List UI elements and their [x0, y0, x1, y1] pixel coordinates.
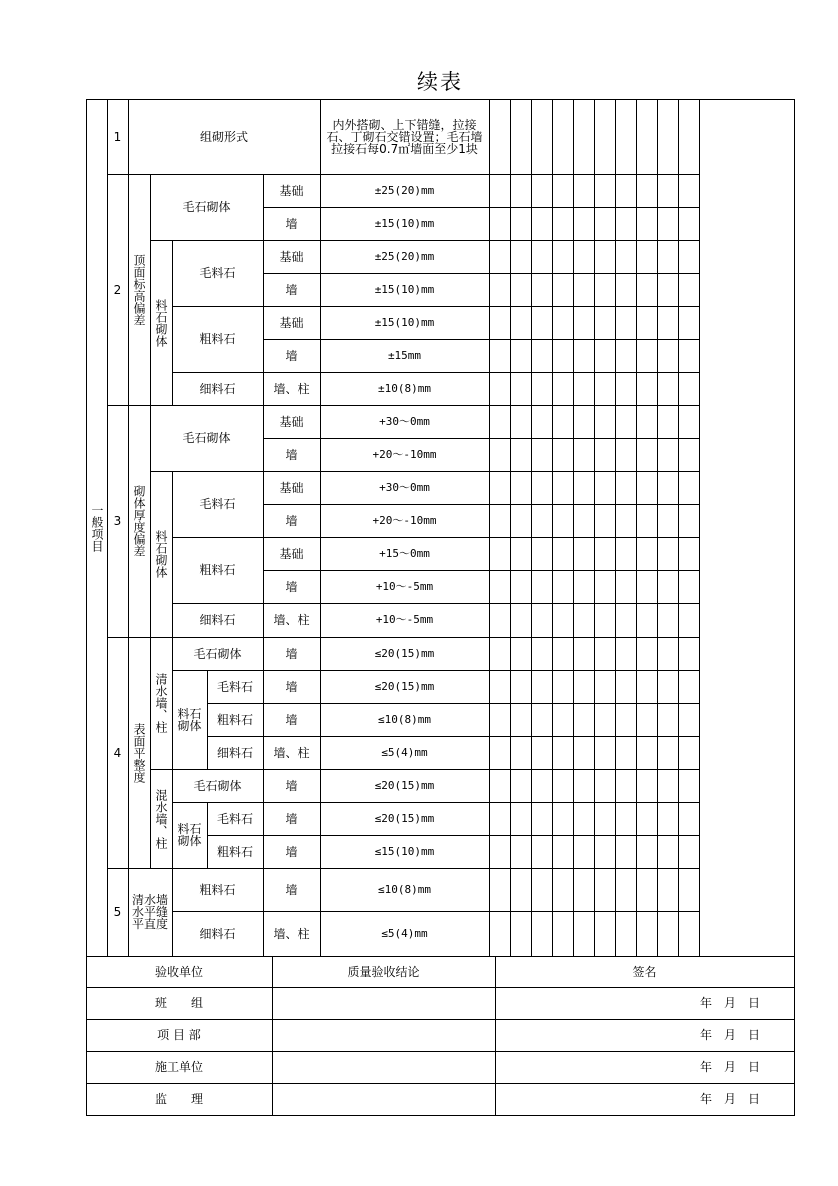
item-4-part-1: 墙	[285, 646, 298, 661]
item-5-culiaoshi: 粗料石	[199, 882, 236, 897]
item-2-xiliaoshi: 细料石	[199, 381, 236, 396]
item-2-maoliaoshi: 毛料石	[199, 266, 236, 280]
item-3-value-2: +20～-10mm	[372, 447, 437, 461]
signoff-date[interactable]: 年 月 日	[699, 1092, 760, 1106]
item-4-part-6: 墙	[285, 811, 298, 826]
item-5-value-2: ≤5(4)mm	[381, 926, 428, 940]
item-2-value-6: ±15mm	[387, 348, 422, 362]
item-4-hunshui: 混水墙、柱	[154, 788, 168, 849]
item-3-part-6: 墙	[285, 579, 298, 594]
item-3-value-3: +30～0mm	[379, 480, 430, 494]
item-3-part-1: 基础	[279, 414, 304, 429]
signoff-date[interactable]: 年 月 日	[699, 1060, 760, 1074]
item-2-part-5: 基础	[279, 315, 304, 330]
item-4-value-3: ≤10(8)mm	[378, 712, 431, 726]
item-4-value-4: ≤5(4)mm	[381, 745, 428, 759]
item-3-value-1: +30～0mm	[379, 414, 430, 428]
item-2-value-5: ±15(10)mm	[374, 315, 435, 329]
signoff-unit-contractor: 施工单位	[154, 1060, 203, 1074]
item-3-value-5: +15～0mm	[379, 546, 430, 560]
signoff-header-conclusion: 质量验收结论	[347, 964, 420, 979]
signoff-date[interactable]: 年 月 日	[699, 996, 760, 1010]
item-4-part-3: 墙	[285, 712, 298, 727]
item-2-part-3: 基础	[279, 249, 304, 264]
item-3-value-7: +10～-5mm	[375, 613, 434, 626]
item-4-part-7: 墙	[285, 844, 298, 859]
item-5-part-1: 墙	[285, 882, 298, 897]
item-4-part-2: 墙	[285, 679, 298, 694]
item-4-value-2: ≤20(15)mm	[374, 679, 435, 693]
item-2-name: 顶面标高偏差	[132, 253, 146, 326]
item-2-liaoshi-qiti: 料石砌体	[154, 298, 168, 347]
item-4-maoshi-qiti-1: 毛石砌体	[193, 646, 242, 661]
item-4-value-5: ≤20(15)mm	[374, 778, 435, 792]
item-4-name: 表面平整度	[132, 722, 146, 783]
item-3-xiliaoshi: 细料石	[199, 613, 236, 627]
signoff-conclusion-input[interactable]	[272, 987, 495, 1019]
signoff-header-sign: 签名	[632, 964, 657, 979]
item-3-part-7: 墙、柱	[273, 613, 310, 627]
item-2-maoshi-qiti: 毛石砌体	[182, 200, 231, 214]
item-3-value-4: +20～-10mm	[372, 513, 437, 527]
item-2-part-2: 墙	[285, 216, 298, 231]
item-4-culiaoshi-2: 粗料石	[216, 844, 253, 859]
item-4-value-6: ≤20(15)mm	[374, 811, 435, 825]
signoff-unit-supervisor: 监 理	[154, 1092, 203, 1106]
item-5-xiliaoshi: 细料石	[199, 926, 236, 941]
item-3-liaoshi-qiti: 料石砌体	[154, 530, 168, 578]
item-3-name: 砌体厚度偏差	[132, 485, 146, 557]
item-3-part-5: 基础	[279, 546, 304, 561]
item-5-name: 清水墙水平缝平直度	[131, 893, 168, 931]
item-5-number: 5	[113, 905, 122, 919]
signoff-unit-project-dept: 项 目 部	[157, 1028, 201, 1042]
item-3-maoliaoshi: 毛料石	[199, 497, 236, 511]
item-2-number: 2	[113, 282, 122, 297]
item-4-maoshi-qiti-2: 毛石砌体	[193, 778, 242, 793]
signoff-conclusion-input[interactable]	[272, 1051, 495, 1083]
signoff-conclusion-input[interactable]	[272, 1019, 495, 1051]
item-2-value-4: ±15(10)mm	[374, 282, 435, 296]
item-4-value-7: ≤15(10)mm	[374, 844, 435, 858]
signoff-header-unit: 验收单位	[154, 964, 203, 979]
page-title: 续表	[417, 70, 463, 94]
item-2-part-7: 墙、柱	[273, 381, 310, 396]
item-3-maoshi-qiti: 毛石砌体	[182, 431, 231, 445]
item-1-standard: 内外搭砌、上下错缝，拉接石、丁砌石交错设置；毛石墙拉接石每0.7㎡墙面至少1块	[326, 117, 483, 156]
item-5-part-2: 墙、柱	[273, 926, 310, 941]
signoff-unit-team: 班 组	[154, 996, 203, 1010]
item-3-part-3: 基础	[279, 480, 304, 495]
item-4-culiaoshi-1: 粗料石	[216, 712, 253, 727]
item-4-qingshui: 清水墙、柱	[154, 673, 168, 733]
item-4-part-5: 墙	[285, 778, 298, 793]
item-4-number: 4	[113, 745, 122, 760]
item-2-culiaoshi: 粗料石	[199, 332, 236, 346]
item-2-value-2: ±15(10)mm	[374, 216, 435, 230]
item-2-part-6: 墙	[285, 348, 298, 363]
item-3-culiaoshi: 粗料石	[199, 563, 236, 577]
item-3-part-2: 墙	[285, 447, 298, 462]
item-1-name: 组砌形式	[199, 129, 248, 144]
signoff-date[interactable]: 年 月 日	[699, 1028, 760, 1042]
item-2-value-7: ±10(8)mm	[378, 381, 431, 395]
item-4-liaoshi-qiti-1: 料石砌体	[177, 706, 202, 733]
item-3-part-4: 墙	[285, 513, 298, 528]
item-3-number: 3	[113, 514, 122, 528]
item-4-maoliaoshi-2: 毛料石	[216, 811, 253, 826]
item-3-value-6: +10～-5mm	[375, 579, 434, 593]
item-2-part-4: 墙	[285, 282, 298, 297]
item-1-number: 1	[113, 129, 122, 144]
item-2-value-3: ±25(20)mm	[374, 249, 435, 263]
item-2-value-1: ±25(20)mm	[374, 183, 435, 197]
category-label: 一般项目	[90, 503, 104, 552]
item-2-part-1: 基础	[279, 183, 304, 198]
item-4-xiliaoshi-1: 细料石	[216, 745, 253, 760]
item-4-maoliaoshi-1: 毛料石	[216, 679, 253, 694]
item-4-liaoshi-qiti-2: 料石砌体	[177, 822, 202, 848]
signoff-conclusion-input[interactable]	[272, 1083, 495, 1115]
item-5-value-1: ≤10(8)mm	[378, 882, 431, 896]
item-4-part-4: 墙、柱	[273, 745, 310, 760]
item-4-value-1: ≤20(15)mm	[374, 646, 435, 660]
